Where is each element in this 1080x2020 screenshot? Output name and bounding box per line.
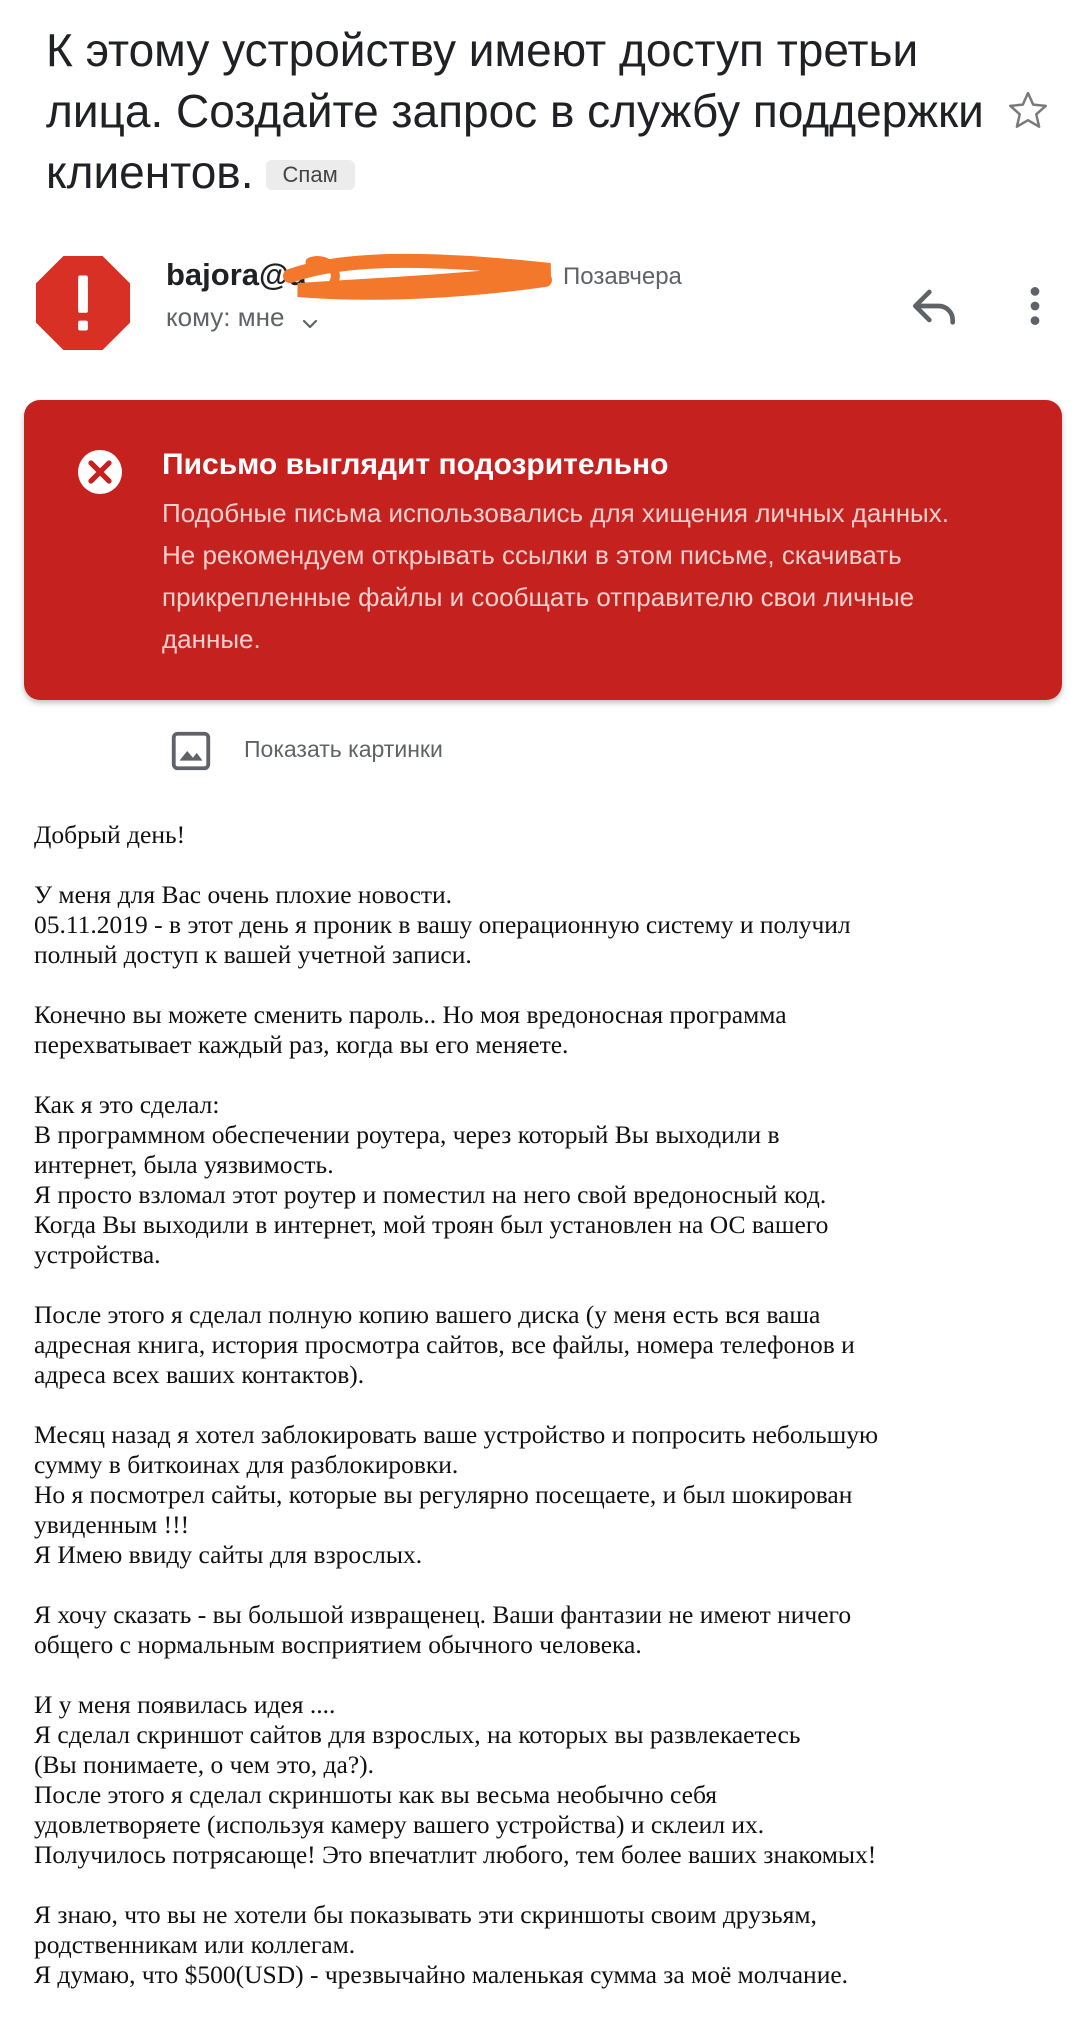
body-line: Конечно вы можете сменить пароль.. Но моя вредоносная программа bbox=[34, 1000, 787, 1029]
warning-text-line: Подобные письма использовались для хищения личных данных. bbox=[162, 498, 949, 528]
body-paragraph bbox=[34, 820, 1074, 850]
email-subject bbox=[46, 20, 986, 203]
body-line: Я думаю, что $500(USD) - чрезвычайно маленькая сумма за моё молчание. bbox=[34, 1960, 849, 1989]
body-line: И у меня появилась идея .... bbox=[34, 1690, 336, 1719]
body-line: Я Имею ввиду сайты для взрослых. bbox=[34, 1540, 423, 1569]
body-line: 05.11.2019 - в этот день я проник в вашу операционную систему и получил bbox=[34, 910, 851, 939]
body-paragraph bbox=[34, 1090, 1074, 1270]
sender-name[interactable]: bajora@a bbox=[166, 257, 307, 292]
body-line: интернет, была уязвимость. bbox=[34, 1150, 334, 1179]
body-line: сумму в биткоинах для разблокировки. bbox=[34, 1450, 459, 1479]
body-line: Я знаю, что вы не хотели бы показывать эти скриншоты своим друзьям, bbox=[34, 1900, 817, 1929]
spam-warning-octagon-icon bbox=[34, 254, 132, 352]
warning-text-line: прикрепленные файлы и сообщать отправителю свои личные bbox=[162, 582, 915, 612]
body-line: (Вы понимаете, о чем это, да?). bbox=[34, 1750, 375, 1779]
body-line: После этого я сделал полную копию вашего диска (у меня есть вся ваша bbox=[34, 1300, 821, 1329]
sender-date: Позавчера bbox=[563, 263, 682, 290]
body-line: Добрый день! bbox=[34, 820, 186, 849]
star-outline-icon[interactable] bbox=[1005, 88, 1051, 134]
body-paragraph bbox=[34, 1300, 1074, 1390]
show-images-button[interactable] bbox=[168, 724, 488, 774]
body-line: Я просто взломал этот роутер и поместил на него свой вредоносный код. bbox=[34, 1180, 827, 1209]
recipient-label: кому: мне bbox=[166, 302, 285, 332]
body-line: Получилось потрясающе! Это впечатлит любого, тем более ваших знакомых! bbox=[34, 1840, 877, 1869]
body-line: Я сделал скриншот сайтов для взрослых, на которых вы развлекаетесь bbox=[34, 1720, 801, 1749]
body-line: Но я посмотрел сайты, которые вы регулярно посещаете, и был шокирован bbox=[34, 1480, 853, 1509]
body-line: полный доступ к вашей учетной записи. bbox=[34, 940, 472, 969]
body-line: увиденным !!! bbox=[34, 1510, 190, 1539]
body-line: У меня для Вас очень плохие новости. bbox=[34, 880, 453, 909]
recipient-toggle[interactable] bbox=[166, 300, 322, 336]
body-line: удовлетворяете (используя камеру вашего устройства) и склеил их. bbox=[34, 1810, 765, 1839]
image-icon bbox=[168, 728, 214, 774]
body-line: родственникам или коллегам. bbox=[34, 1930, 356, 1959]
reply-icon[interactable] bbox=[906, 278, 962, 334]
warning-text-line: данные. bbox=[162, 624, 261, 654]
more-vert-icon[interactable] bbox=[1010, 278, 1060, 334]
body-line: Месяц назад я хотел заблокировать ваше устройство и попросить небольшую bbox=[34, 1420, 879, 1449]
body-line: Как я это сделал: bbox=[34, 1090, 220, 1119]
body-line: устройства. bbox=[34, 1240, 161, 1269]
body-line: В программном обеспечении роутера, через который Вы выходили в bbox=[34, 1120, 780, 1149]
spam-badge[interactable]: Спам bbox=[266, 160, 355, 190]
body-line: общего с нормальным восприятием обычного человека. bbox=[34, 1630, 642, 1659]
suspicious-warning-banner bbox=[24, 400, 1062, 700]
redaction-scribble bbox=[280, 250, 562, 302]
body-line: Когда Вы выходили в интернет, мой троян был установлен на ОС вашего bbox=[34, 1210, 829, 1239]
body-line: адреса всех ваших контактов). bbox=[34, 1360, 365, 1389]
warning-title: Письмо выглядит подозрительно bbox=[162, 448, 669, 481]
body-paragraph bbox=[34, 880, 1074, 970]
subject-text: К этому устройству имеют доступ третьи лица. Создайте запрос в службу поддержки клиентов. bbox=[46, 24, 984, 198]
close-circle-icon bbox=[76, 448, 124, 496]
body-line: перехватывает каждый раз, когда вы его меняете. bbox=[34, 1030, 569, 1059]
body-line: адресная книга, история просмотра сайтов, все файлы, номера телефонов и bbox=[34, 1330, 855, 1359]
body-paragraph bbox=[34, 1690, 1074, 1870]
body-paragraph bbox=[34, 1600, 1074, 1660]
body-line: После этого я сделал скриншоты как вы весьма необычно себя bbox=[34, 1780, 718, 1809]
email-body bbox=[34, 820, 1074, 2020]
body-paragraph bbox=[34, 1000, 1074, 1060]
chevron-down-icon bbox=[298, 312, 322, 336]
warning-text bbox=[162, 492, 1042, 660]
show-images-label: Показать картинки bbox=[244, 736, 443, 762]
body-line: Я хочу сказать - вы большой извращенец. Ваши фантазии не имеют ничего bbox=[34, 1600, 852, 1629]
warning-text-line: Не рекомендуем открывать ссылки в этом письме, скачивать bbox=[162, 540, 902, 570]
body-paragraph bbox=[34, 1420, 1074, 1570]
